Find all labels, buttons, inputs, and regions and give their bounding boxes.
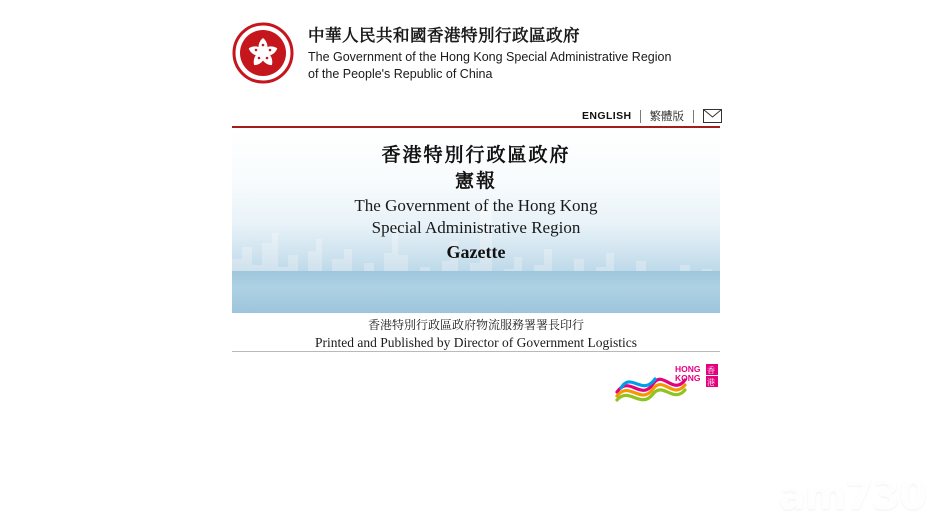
svg-text:香: 香 — [707, 366, 715, 375]
language-link-traditional-chinese[interactable]: 繁體版 — [649, 109, 684, 123]
masthead-title-en-line1: The Government of the Hong Kong Special Administrative Region — [308, 49, 672, 64]
banner-title-zh-line2: 憲報 — [454, 170, 497, 192]
hksar-bauhinia-emblem-icon — [232, 22, 294, 84]
banner-gazette-label: Gazette — [446, 242, 506, 262]
masthead-title-en-line2: of the People's Republic of China — [308, 66, 493, 81]
masthead-title-zh: 中華人民共和國香港特別行政區政府 — [308, 26, 580, 45]
banner-title-en-line1: The Government of the Hong Kong — [354, 196, 598, 215]
publisher-line — [232, 311, 720, 352]
language-bar — [582, 108, 722, 124]
watermark-am730: am730 — [778, 473, 926, 519]
langbar-divider-2 — [693, 110, 694, 123]
masthead-text — [308, 22, 671, 82]
envelope-icon[interactable] — [703, 109, 722, 123]
language-link-english[interactable]: ENGLISH — [582, 110, 632, 122]
harbour-water-graphic — [232, 271, 720, 313]
masthead — [232, 22, 722, 94]
svg-text:HONG: HONG — [675, 364, 701, 374]
publisher-line-zh: 香港特別行政區政府物流服務署署長印行 — [367, 318, 584, 332]
banner-title-zh-line1: 香港特別行政區政府 — [381, 144, 571, 166]
banner-title-en-line2: Special Administrative Region — [371, 218, 581, 237]
publisher-line-en: Printed and Published by Director of Government Logistics — [314, 334, 638, 350]
svg-text:港: 港 — [707, 378, 715, 387]
brand-hong-kong-logo — [615, 362, 721, 404]
gazette-banner — [232, 126, 720, 313]
svg-text:KONG: KONG — [675, 373, 701, 383]
